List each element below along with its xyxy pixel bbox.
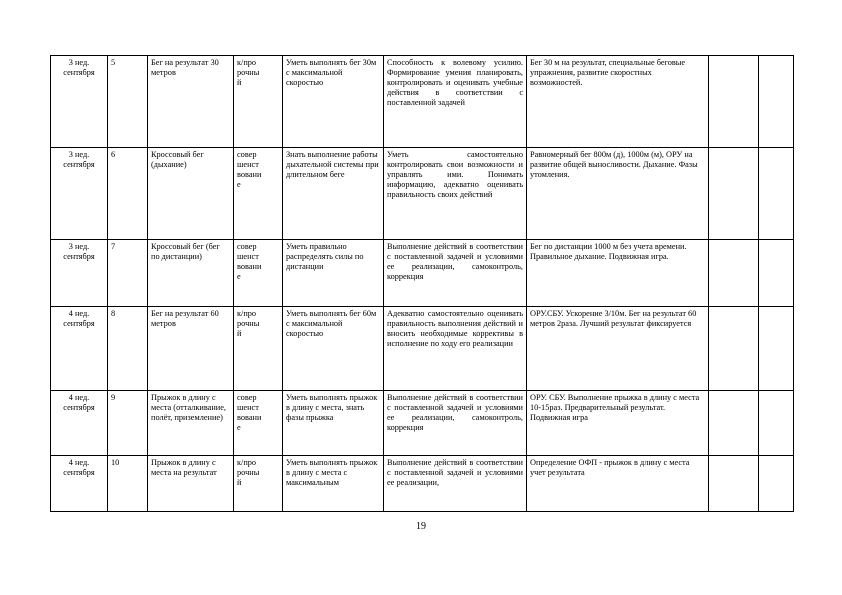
empty-cell (709, 307, 759, 391)
lesson-number-cell: 9 (108, 391, 148, 456)
table-row (51, 56, 794, 148)
table-row (51, 148, 794, 240)
subject-results-cell: Уметь выполнять бег 30м с максимальной скоростью (283, 56, 384, 148)
subject-results-cell: Уметь выполнять прыжок в длину с места, знать фазы прыжка (283, 391, 384, 456)
content-cell: Равномерный бег 800м (д), 1000м (м), ОРУ на развитие общей выносливости. Дыхание. Фазы утомления. (527, 148, 709, 240)
lesson-type-cell: к/про рочны й (234, 456, 283, 512)
table-row (51, 391, 794, 456)
empty-cell (759, 240, 794, 307)
date-cell: 4 нед. сентября (51, 307, 108, 391)
meta-results-cell: Выполнение действий в соответствии с поставленной задачей и условиями ее реализации, самоконтроль, коррекция (384, 391, 527, 456)
subject-results-cell: Уметь выполнять прыжок в длину с места с максимальным (283, 456, 384, 512)
table-row (51, 240, 794, 307)
content-cell: Определение ОФП - прыжок в длину с места учет результата (527, 456, 709, 512)
topic-cell: Бег на результат 60 метров (148, 307, 234, 391)
empty-cell (759, 307, 794, 391)
empty-cell (709, 240, 759, 307)
lesson-number-cell: 7 (108, 240, 148, 307)
lesson-number-cell: 5 (108, 56, 148, 148)
subject-results-cell: Знать выполнение работы дыхательной системы при длительном беге (283, 148, 384, 240)
content-cell: Бег 30 м на результат, специальные беговые упражнения, развитие скоростных возможностей. (527, 56, 709, 148)
topic-cell: Прыжок в длину с места на результат (148, 456, 234, 512)
lesson-type-cell: совер шенст вовани е (234, 240, 283, 307)
table-row (51, 456, 794, 512)
table-body (51, 56, 794, 512)
topic-cell: Бег на результат 30 метров (148, 56, 234, 148)
lesson-type-cell: к/про рочны й (234, 307, 283, 391)
date-cell: 3 нед. сентября (51, 148, 108, 240)
topic-cell: Кроссовый бег (бег по дистанции) (148, 240, 234, 307)
empty-cell (709, 148, 759, 240)
lesson-type-cell: совер шенст вовани е (234, 148, 283, 240)
meta-results-cell: Уметь самостоятельно контролировать свои возможности и управлять ими. Понимать информацию, адекватно оценивать правильность своих действий (384, 148, 527, 240)
content-cell: ОРУ. СБУ. Выполнение прыжка в длину с места 10-15раз. Предварительный результат. Подвижная игра (527, 391, 709, 456)
empty-cell (759, 456, 794, 512)
empty-cell (709, 456, 759, 512)
empty-cell (709, 391, 759, 456)
topic-cell: Прыжок в длину с места (отталкивание, полёт, приземление) (148, 391, 234, 456)
date-cell: 4 нед. сентября (51, 391, 108, 456)
meta-results-cell: Способность к волевому усилию. Формирование умения планировать, контролировать и оценивать учебные действия в соответствии с поставленной задачей (384, 56, 527, 148)
lesson-type-cell: совер шенст вовани е (234, 391, 283, 456)
page-number: 19 (416, 521, 426, 532)
content-cell: Бег по дистанции 1000 м без учета времени. Правильное дыхание. Подвижная игра. (527, 240, 709, 307)
empty-cell (709, 56, 759, 148)
date-cell: 3 нед. сентября (51, 56, 108, 148)
table-row (51, 307, 794, 391)
lesson-number-cell: 8 (108, 307, 148, 391)
content-cell: ОРУ.СБУ. Ускорение 3/10м. Бег на результат 60 метров 2раза. Лучший результат фиксируется (527, 307, 709, 391)
date-cell: 3 нед. сентября (51, 240, 108, 307)
date-cell: 4 нед. сентября (51, 456, 108, 512)
empty-cell (759, 148, 794, 240)
lesson-type-cell: к/про рочны й (234, 56, 283, 148)
meta-results-cell: Выполнение действий в соответствии с поставленной задачей и условиями ее реализации, (384, 456, 527, 512)
subject-results-cell: Уметь правильно распределять силы по дистанции (283, 240, 384, 307)
lesson-number-cell: 10 (108, 456, 148, 512)
meta-results-cell: Адекватно самостоятельно оценивать правильность выполнения действий и вносить необходимые коррективы в исполнение по ходу его реализации (384, 307, 527, 391)
empty-cell (759, 56, 794, 148)
subject-results-cell: Уметь выполнять бег 60м с максимальной скоростью (283, 307, 384, 391)
topic-cell: Кроссовый бег (дыхание) (148, 148, 234, 240)
meta-results-cell: Выполнение действий в соответствии с поставленной задачей и условиями ее реализации, самоконтроль, коррекция (384, 240, 527, 307)
empty-cell (759, 391, 794, 456)
lesson-plan-table (50, 55, 794, 512)
lesson-number-cell: 6 (108, 148, 148, 240)
